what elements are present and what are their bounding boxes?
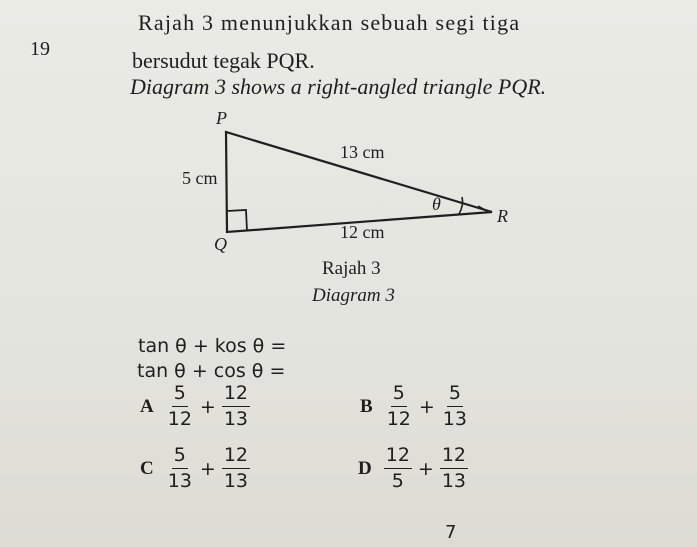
equation-malay: tan θ + kos θ = [138,335,287,357]
diagram-caption-malay: Rajah 3 [322,258,381,279]
option-a[interactable] [140,384,250,429]
angle-arc [459,197,463,214]
option-letter: D [358,457,372,479]
option-letter: C [140,457,154,479]
option-d[interactable] [358,446,468,491]
numerator: 12 [222,384,250,407]
denominator: 13 [223,408,249,430]
equation-english: tan θ + cos θ = [137,360,286,382]
denominator: 12 [167,408,192,430]
plus-sign: + [417,457,434,480]
numerator: 5 [391,384,407,407]
numerator: 5 [447,384,463,407]
fraction [166,384,194,429]
plus-sign: + [199,395,216,418]
vertex-label-q: Q [214,234,227,254]
fraction [385,384,413,429]
right-angle-marker [227,210,247,231]
option-b[interactable] [360,384,469,429]
question-text-malay-line1: Rajah 3 menunjukkan sebuah segi tiga [138,10,521,35]
option-c[interactable] [140,446,250,491]
plus-sign: + [418,395,435,418]
option-letter: B [360,395,373,417]
numerator: 12 [384,446,412,469]
angle-label-theta: θ [432,194,441,214]
diagram-caption-english: Diagram 3 [312,285,395,306]
side-label-qr: 12 cm [340,222,385,242]
denominator: 13 [223,470,249,492]
side-label-pr: 13 cm [340,142,385,162]
fraction [222,446,250,491]
vertex-label-r: R [497,206,508,226]
fraction [441,384,469,429]
denominator: 13 [442,408,467,430]
plus-sign: + [199,457,216,480]
denominator: 13 [441,470,467,492]
denominator: 13 [167,470,192,492]
vertex-label-p: P [216,108,227,128]
fraction [222,384,250,429]
numerator: 5 [172,446,188,469]
side-label-pq: 5 cm [182,168,218,188]
option-letter: A [140,395,154,417]
page-number: 7 [445,522,457,543]
fraction [384,446,412,491]
numerator: 12 [222,446,250,469]
numerator: 5 [172,384,188,407]
question-text-english: Diagram 3 shows a right-angled triangle PQR. [130,74,547,99]
fraction [440,446,468,491]
denominator: 5 [391,470,404,492]
numerator: 12 [440,446,468,469]
question-number: 19 [30,38,50,60]
fraction [166,446,194,491]
denominator: 12 [386,408,411,430]
question-text-malay-line2: bersudut tegak PQR. [132,48,315,73]
